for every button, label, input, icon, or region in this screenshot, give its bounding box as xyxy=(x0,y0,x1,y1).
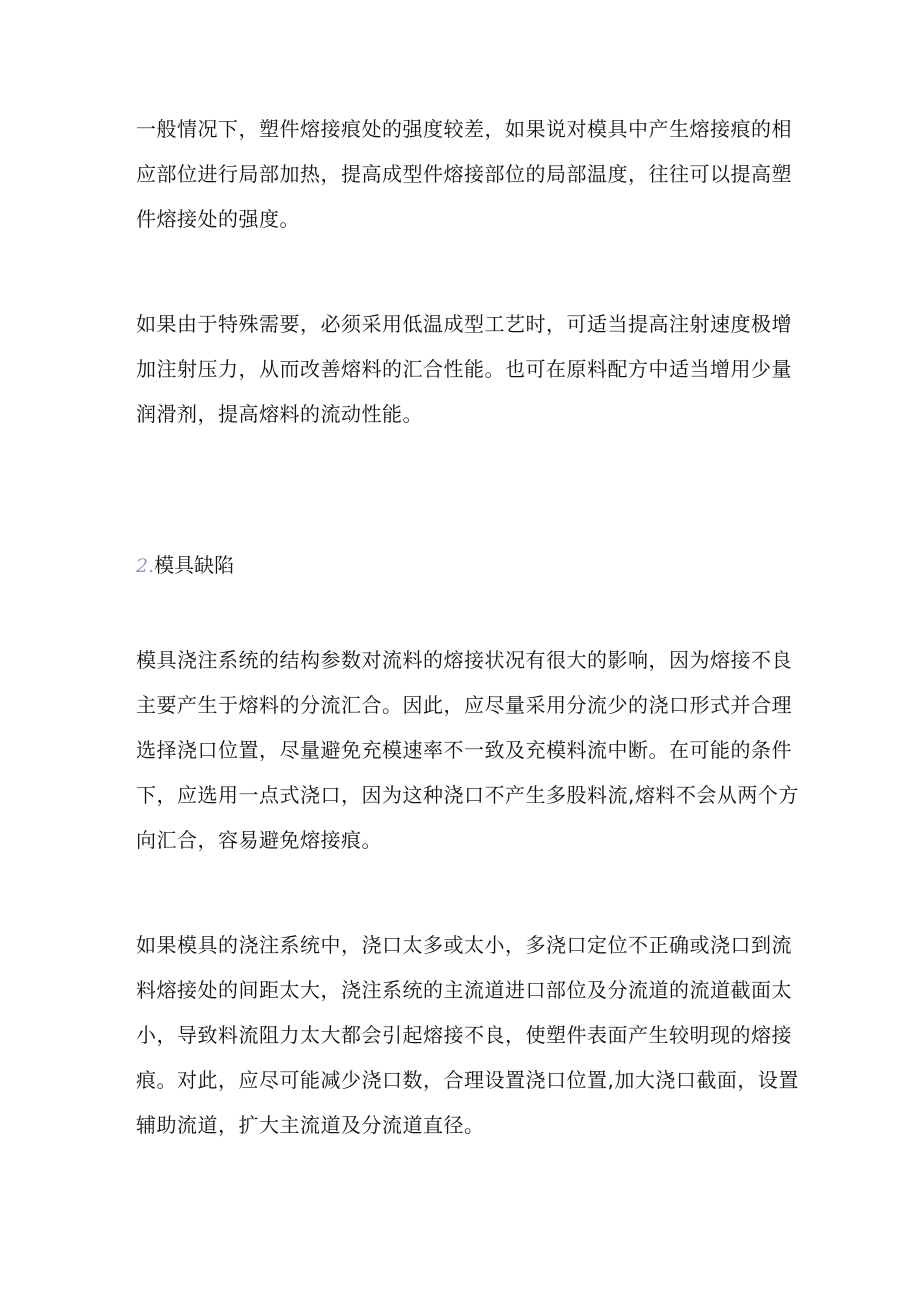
paragraph-line: 如果由于特殊需要，必须采用低温成型工艺时，可适当提高注射速度极增 xyxy=(136,312,792,336)
paragraph-line: 痕。对此，应尽可能减少浇口数，合理设置浇口位置,加大浇口截面，设置 xyxy=(136,1068,799,1092)
paragraph-line: 应部位进行局部加热，提高成型件熔接部位的局部温度，往往可以提高塑 xyxy=(136,162,792,186)
paragraph-line: 件熔接处的强度。 xyxy=(136,207,300,231)
paragraph-low-temperature xyxy=(136,302,792,437)
paragraph-line: 模具浇注系统的结构参数对流料的熔接状况有很大的影响，因为熔接不良 xyxy=(136,648,792,672)
paragraph-gate-issues xyxy=(136,923,799,1148)
paragraph-gating-system xyxy=(136,638,799,863)
section-number: 2. xyxy=(136,555,155,577)
paragraph-line: 下，应选用一点式浇口，因为这种浇口不产生多股料流,熔料不会从两个方 xyxy=(136,783,799,807)
paragraph-weld-strength xyxy=(136,107,792,242)
paragraph-line: 如果模具的浇注系统中，浇口太多或太小，多浇口定位不正确或浇口到流 xyxy=(136,933,792,957)
paragraph-line: 料熔接处的间距太大，浇注系统的主流道进口部位及分流道的流道截面太 xyxy=(136,978,792,1002)
section-title: 模具缺陷 xyxy=(154,553,235,577)
paragraph-line: 小，导致料流阻力太大都会引起熔接不良，使塑件表面产生较明现的熔接 xyxy=(136,1023,792,1047)
paragraph-line: 主要产生于熔料的分流汇合。因此，应尽量采用分流少的浇口形式并合理 xyxy=(136,693,792,717)
paragraph-line: 选择浇口位置，尽量避免充模速率不一致及充模料流中断。在可能的条件 xyxy=(136,738,792,762)
paragraph-line: 一般情况下，塑件熔接痕处的强度较差，如果说对模具中产生熔接痕的相 xyxy=(136,117,792,141)
section-heading xyxy=(136,543,234,589)
paragraph-line: 加注射压力，从而改善熔料的汇合性能。也可在原料配方中适当增用少量 xyxy=(136,357,792,381)
paragraph-line: 向汇合，容易避免熔接痕。 xyxy=(136,828,382,852)
paragraph-line: 辅助流道，扩大主流道及分流道直径。 xyxy=(136,1113,485,1137)
paragraph-line: 润滑剂，提高熔料的流动性能。 xyxy=(136,402,423,426)
